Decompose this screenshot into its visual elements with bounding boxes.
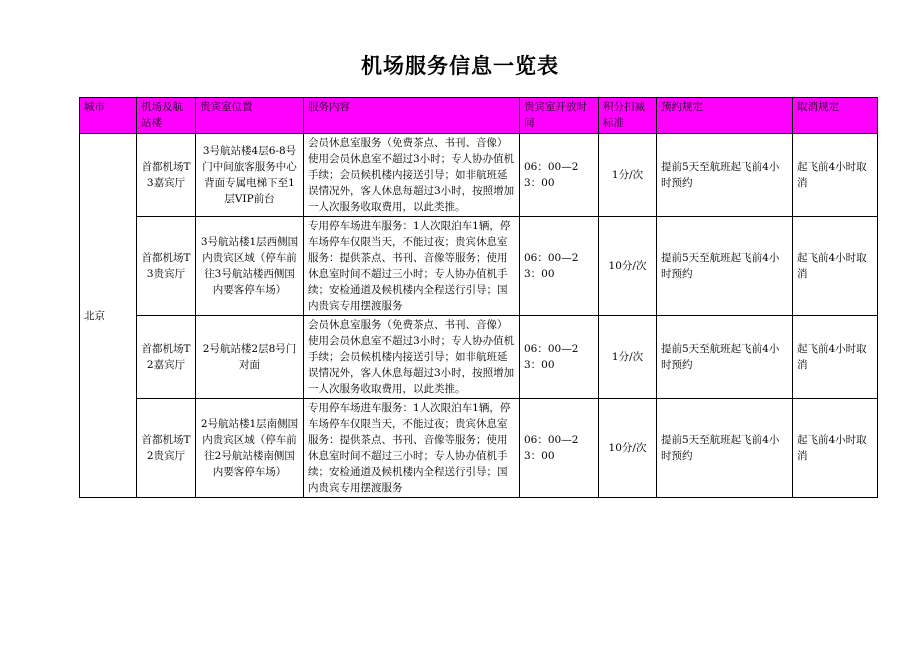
- header-cancel: 取消规定: [793, 98, 878, 134]
- header-hours: 贵宾室开放时间: [520, 98, 599, 134]
- terminal-cell: 首都机场T2贵宾厅: [137, 399, 196, 498]
- service-cell: 专用停车场进车服务：1人次限泊车1辆，停车场停车仅限当天，不能过夜；贵宾休息室服务：提供茶点、书刊、音像等服务；使用休息室时间不超过三小时；专人协办值机手续；安检通道及候机楼内全程送行引导；国内贵宾专用摆渡服务: [304, 399, 520, 498]
- table-row: [80, 316, 878, 399]
- location-cell: 2号航站楼1层南侧国内贵宾区域（停车前往2号航站楼南侧国内要客停车场）: [196, 399, 304, 498]
- service-cell: 会员休息室服务（免费茶点、书刊、音像）使用会员休息室不超过3小时；专人协办值机手续；会员候机楼内接送引导；如非航班延误情况外，客人休息每超过3小时，按照增加一人次服务收取费用，以此类推。: [304, 316, 520, 399]
- table-row: [80, 399, 878, 498]
- header-booking: 预约规定: [657, 98, 793, 134]
- cancel-cell: 起飞前4小时取消: [793, 316, 878, 399]
- location-cell: 3号航站楼1层西侧国内贵宾区域（停车前往3号航站楼西侧国内要客停车场）: [196, 217, 304, 316]
- cancel-cell: 起飞前4小时取消: [793, 217, 878, 316]
- terminal-cell: 首都机场T3嘉宾厅: [137, 134, 196, 217]
- cancel-cell: 起飞前4小时取消: [793, 399, 878, 498]
- booking-cell: 提前5天至航班起飞前4小时预约: [657, 399, 793, 498]
- page-title: 机场服务信息一览表: [361, 53, 559, 78]
- hours-cell: 06：00—23：00: [520, 399, 599, 498]
- location-cell: 2号航站楼2层8号门对面: [196, 316, 304, 399]
- header-points: 积分扣减标准: [599, 98, 657, 134]
- location-cell: 3号航站楼4层6-8号门中间旅客服务中心背面专属电梯下至1层VIP前台: [196, 134, 304, 217]
- service-cell: 专用停车场进车服务：1人次限泊车1辆，停车场停车仅限当天，不能过夜；贵宾休息室服务：提供茶点、书刊、音像等服务；使用休息室时间不超过三小时；专人协办值机手续；安检通道及候机楼内全程送行引导；国内贵宾专用摆渡服务: [304, 217, 520, 316]
- city-cell: 北京: [80, 134, 137, 498]
- terminal-cell: 首都机场T2嘉宾厅: [137, 316, 196, 399]
- cancel-cell: 起飞前4小时取消: [793, 134, 878, 217]
- booking-cell: 提前5天至航班起飞前4小时预约: [657, 134, 793, 217]
- airport-service-table: [79, 97, 878, 498]
- table-row: [80, 217, 878, 316]
- points-cell: 1分/次: [599, 316, 657, 399]
- hours-cell: 06：00—23：00: [520, 316, 599, 399]
- header-location: 贵宾室位置: [196, 98, 304, 134]
- header-terminal: 机场及航站楼: [137, 98, 196, 134]
- booking-cell: 提前5天至航班起飞前4小时预约: [657, 217, 793, 316]
- points-cell: 1分/次: [599, 134, 657, 217]
- points-cell: 10分/次: [599, 399, 657, 498]
- header-city: 城市: [80, 98, 137, 134]
- terminal-cell: 首都机场T3贵宾厅: [137, 217, 196, 316]
- points-cell: 10分/次: [599, 217, 657, 316]
- hours-cell: 06：00—23：00: [520, 217, 599, 316]
- table-header-row: [80, 98, 878, 134]
- hours-cell: 06：00—23：00: [520, 134, 599, 217]
- service-cell: 会员休息室服务（免费茶点、书刊、音像）使用会员休息室不超过3小时；专人协办值机手续；会员候机楼内接送引导；如非航班延误情况外，客人休息每超过3小时，按照增加一人次服务收取费用，以此类推。: [304, 134, 520, 217]
- header-service: 服务内容: [304, 98, 520, 134]
- table-row: [80, 134, 878, 217]
- booking-cell: 提前5天至航班起飞前4小时预约: [657, 316, 793, 399]
